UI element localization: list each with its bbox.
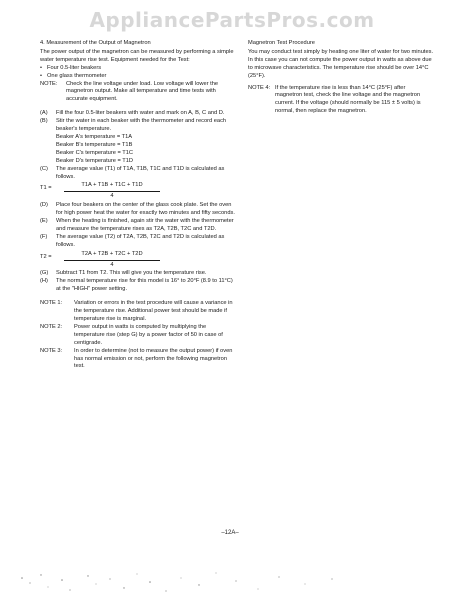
step-text: The average value (T1) of T1A, T1B, T1C and T1D is calculated as follows. xyxy=(56,165,225,180)
note-label: NOTE 2: xyxy=(40,323,63,330)
right-column xyxy=(248,40,434,116)
intro-paragraph: You may conduct test simply by heating one liter of water for two minutes. In this case you can not compute the power output in watts as above due to microwave characteristics. The temperature rise should be over 14°C (25°F). xyxy=(248,48,434,79)
section-heading: 4. Measurement of the Output of Magnetron xyxy=(40,40,151,46)
list-item xyxy=(40,65,236,73)
temperature-list xyxy=(56,134,236,166)
step-text: When the heating is finished, again stir the water with the thermometer and measure the temperature rises as T2A, T2B, T2C and T2D. xyxy=(56,218,234,232)
step xyxy=(40,166,236,182)
equipment-item: One glass thermometer xyxy=(47,72,107,79)
note-label: NOTE 1: xyxy=(40,300,63,307)
step-label: (B) xyxy=(40,118,48,125)
step xyxy=(40,118,236,134)
formula-numerator: T1A + T1B + T1C + T1D xyxy=(64,182,160,192)
step xyxy=(40,270,236,278)
note-label: NOTE 3: xyxy=(40,347,63,354)
step-text: The normal temperature rise for this model is 16° to 20°F (8.9 to 11°C) at the "HIGH" power setting. xyxy=(56,278,233,293)
step-label: (C) xyxy=(40,165,48,172)
formula-denominator: 4 xyxy=(110,193,114,200)
bullet-icon: • xyxy=(40,64,42,71)
watermark: AppliancePartsPros.com xyxy=(89,8,375,32)
step-label: (D) xyxy=(40,202,48,209)
formula-t2 xyxy=(40,251,236,270)
step xyxy=(40,202,236,218)
step-text: Subtract T1 from T2. This will give you the temperature rise. xyxy=(56,270,207,277)
note-text: Variation or errors in the test procedure will cause a variance in the temperature rise. Additional power test should be made if temperature rise is marginal. xyxy=(74,300,233,322)
step xyxy=(40,110,236,118)
note-label: NOTE 4: xyxy=(248,84,271,91)
temperature-line: Beaker C's temperature = T1C xyxy=(56,149,134,156)
formula-t1 xyxy=(40,182,236,201)
step-label: (H) xyxy=(40,278,48,285)
temperature-line: Beaker B's temperature = T1B xyxy=(56,141,133,148)
formula-denominator: 4 xyxy=(110,261,114,268)
step-text: Stir the water in each beaker with the thermometer and record each beaker's temperature. xyxy=(56,118,227,133)
left-column xyxy=(40,40,236,371)
note-text: Power output in watts is computed by multiplying the temperature rise (step G) by a power factor of 50 in case of centigrade. xyxy=(74,323,223,346)
equipment-item: Four 0.5-liter beakers xyxy=(47,64,102,71)
note-label: NOTE: xyxy=(40,80,58,87)
note xyxy=(40,300,236,324)
section-heading: Magnetron Test Procedure xyxy=(248,40,315,46)
step-label: (A) xyxy=(40,110,48,117)
step xyxy=(40,278,236,294)
step-label: (E) xyxy=(40,218,48,225)
note xyxy=(40,324,236,348)
step-label: (G) xyxy=(40,270,49,277)
note xyxy=(248,85,434,117)
formula-numerator: T2A + T2B + T2C + T2D xyxy=(64,251,160,261)
list-item xyxy=(40,73,236,81)
formula-fraction xyxy=(64,182,160,201)
step xyxy=(40,218,236,234)
formula-lhs: T2 = xyxy=(40,253,52,260)
temperature-line: Beaker D's temperature = T1D xyxy=(56,157,134,164)
note-text: Check the line voltage under load. Low voltage will lower the magnetron output. Make all temperature and time tests with accurate equipment. xyxy=(66,80,219,103)
note-text: If the temperature rise is less than 14°C (25°F) after magnetron test, check the line voltage and the magnetron current. If the voltage (should normally be 115 ± 5 volts) is normal, then replace the magnetron. xyxy=(275,84,421,115)
step xyxy=(40,234,236,250)
temperature-line: Beaker A's temperature = T1A xyxy=(56,133,133,140)
step-text: The average value (T2) of T2A, T2B, T2C and T2D is calculated as follows. xyxy=(56,233,225,248)
page-number: –12A– xyxy=(221,530,239,536)
step-label: (F) xyxy=(40,233,48,240)
step-text: Fill the four 0.5-liter beakers with water and mark on A, B, C and D. xyxy=(56,110,225,117)
note-text: In order to determine (not to measure the output power) if oven has normal emission or not, perform the following magnetron test. xyxy=(74,347,233,370)
intro-paragraph: The power output of the magnetron can be measured by performing a simple water temperature rise test. Equipment needed for the Test: xyxy=(40,48,234,63)
step-text: Place four beakers on the center of the glass cook plate. Set the oven for high power heat the water for exactly two minutes and fifty seconds. xyxy=(56,202,235,217)
note xyxy=(40,81,236,105)
note xyxy=(40,348,236,372)
formula-lhs: T1 = xyxy=(40,185,52,192)
formula-fraction xyxy=(64,251,160,270)
scan-noise xyxy=(0,560,464,600)
bullet-icon: • xyxy=(40,72,42,79)
